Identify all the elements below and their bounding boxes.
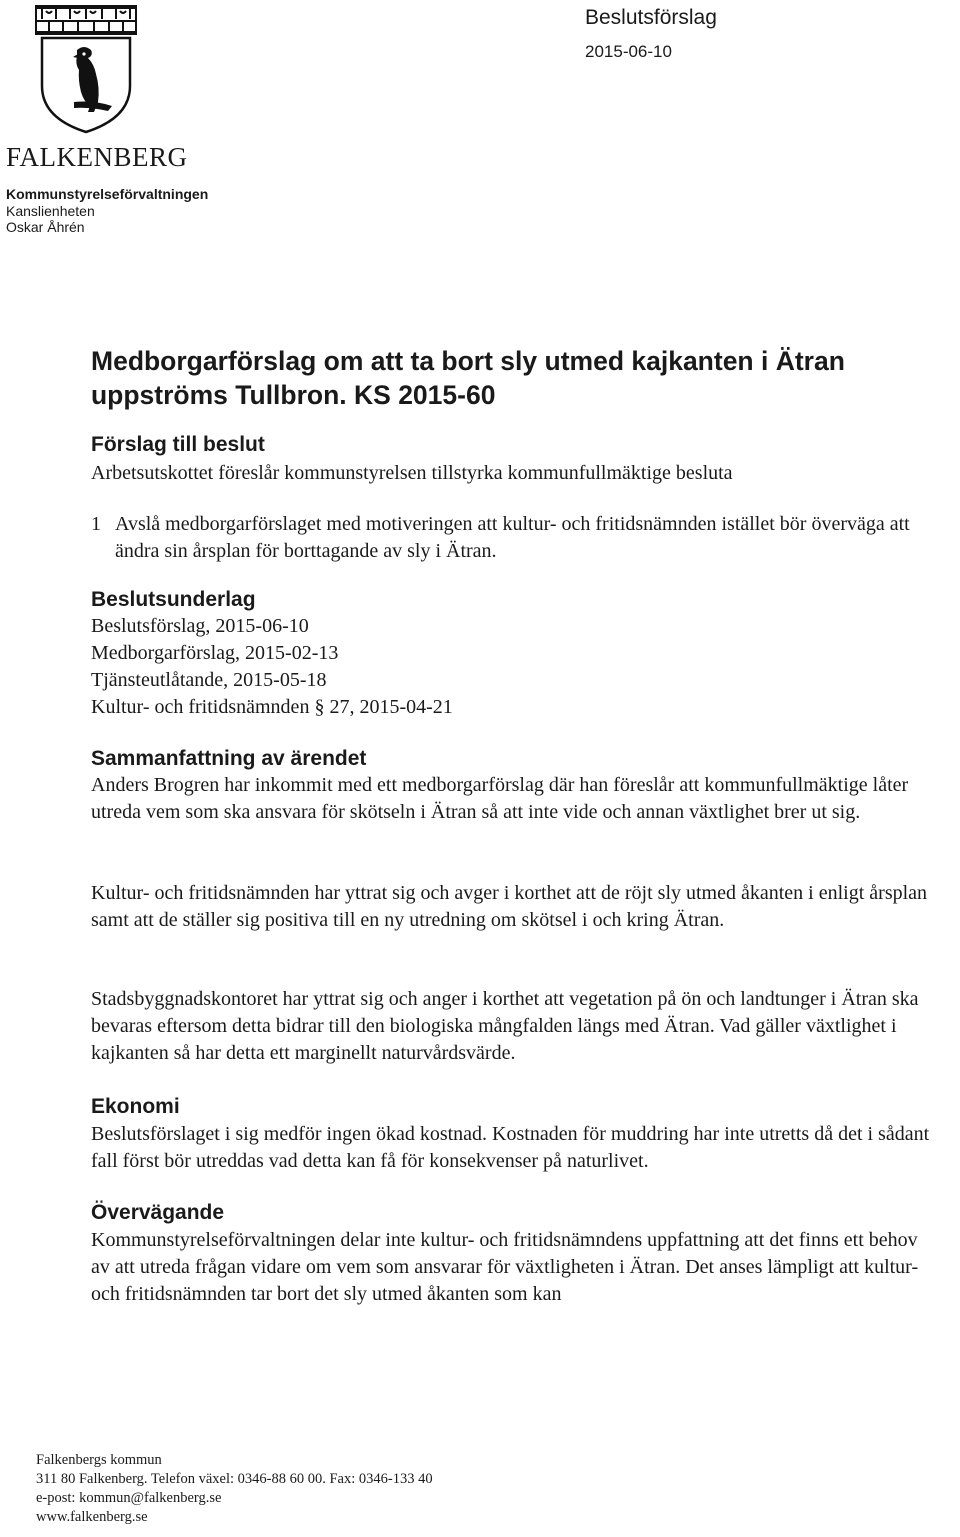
sammanfattning-paragraph: Stadsbyggnadskontoret har yttrat sig och anger i korthet att vegetation på ön och landtunger i Ätran ska bevaras eftersom detta bidrar till den biologiska mångfalden längs med Ätran. Vad gäller växtlighet i kajkanten så har detta ett marginellt naturvårdsvärde. (91, 988, 919, 1064)
sammanfattning-paragraph: Anders Brogren har inkommit med ett medborgarförslag där han föreslår att kommunfullmäktige låter utreda vem som ska ansvara för skötseln i Ätran så att inte vide och annan växtlighet brer ut sig. (91, 774, 909, 823)
list-item: Tjänsteutlåtande, 2015-05-18 (91, 669, 327, 691)
list-item: Kultur- och fritidsnämnden § 27, 2015-04-21 (91, 696, 453, 718)
officer-name: Oskar Åhrén (6, 219, 85, 235)
forslag-intro: Arbetsutskottet föreslår kommunstyrelsen tillstyrka kommunfullmäktige besluta (91, 462, 733, 484)
heading-beslutsunderlag: Beslutsunderlag (91, 588, 256, 611)
footer-email: e-post: kommun@falkenberg.se (36, 1490, 222, 1506)
department-name: Kommunstyrelseförvaltningen (6, 186, 209, 202)
ekonomi-paragraph: Beslutsförslaget i sig medför ingen ökad kostnad. Kostnaden för muddring har inte utretts då det i sådant fall först bör utreddas vad detta kan få för konsekvenser på naturlivet. (91, 1123, 930, 1172)
overvagande-paragraph: Kommunstyrelseförvaltningen delar inte kultur- och fritidsnämndens uppfattning att det finns ett behov av att utreda frågan vidare om vem som ansvarar för växtligheten i Ätran. Det anses lämpligt att kultur- och fritidsnämnden tar bort det sly utmed åkanten som kan (91, 1229, 919, 1305)
document-date: 2015-06-10 (585, 42, 672, 61)
heading-overvagande: Övervägande (91, 1201, 225, 1224)
document-title: Medborgarförslag om att ta bort sly utmed kajkanten i Ätran uppströms Tullbron. KS 2015-60 (91, 346, 845, 410)
footer-website: www.falkenberg.se (36, 1509, 148, 1525)
footer-address: 311 80 Falkenberg. Telefon växel: 0346-88 60 00. Fax: 0346-133 40 (36, 1471, 433, 1487)
heading-sammanfattning: Sammanfattning av ärendet (91, 747, 367, 770)
heading-ekonomi: Ekonomi (91, 1095, 180, 1118)
beslutsunderlag-list (91, 613, 791, 721)
page-footer (36, 1451, 636, 1527)
unit-name: Kanslienheten (6, 203, 95, 219)
sammanfattning-paragraph: Kultur- och fritidsnämnden har yttrat sig och avger i korthet att de röjt sly utmed åkanten i enligt årsplan samt att de ställer sig positiva till en ny utredning om skötsel i och kring Ätran. (91, 882, 928, 931)
list-item: Medborgarförslag, 2015-02-13 (91, 642, 339, 664)
list-item: Beslutsförslag, 2015-06-10 (91, 615, 309, 637)
footer-organization: Falkenbergs kommun (36, 1452, 162, 1468)
falkenberg-crest-logo (30, 2, 142, 134)
heading-forslag: Förslag till beslut (91, 433, 265, 456)
decision-item-number: 1 (91, 513, 101, 535)
organization-name: FALKENBERG (6, 142, 188, 172)
document-type: Beslutsförslag (585, 6, 717, 29)
decision-item-text: Avslå medborgarförslaget med motiveringen att kultur- och fritidsnämnden istället bör överväga att ändra sin årsplan för borttagande av sly i Ätran. (115, 513, 910, 562)
